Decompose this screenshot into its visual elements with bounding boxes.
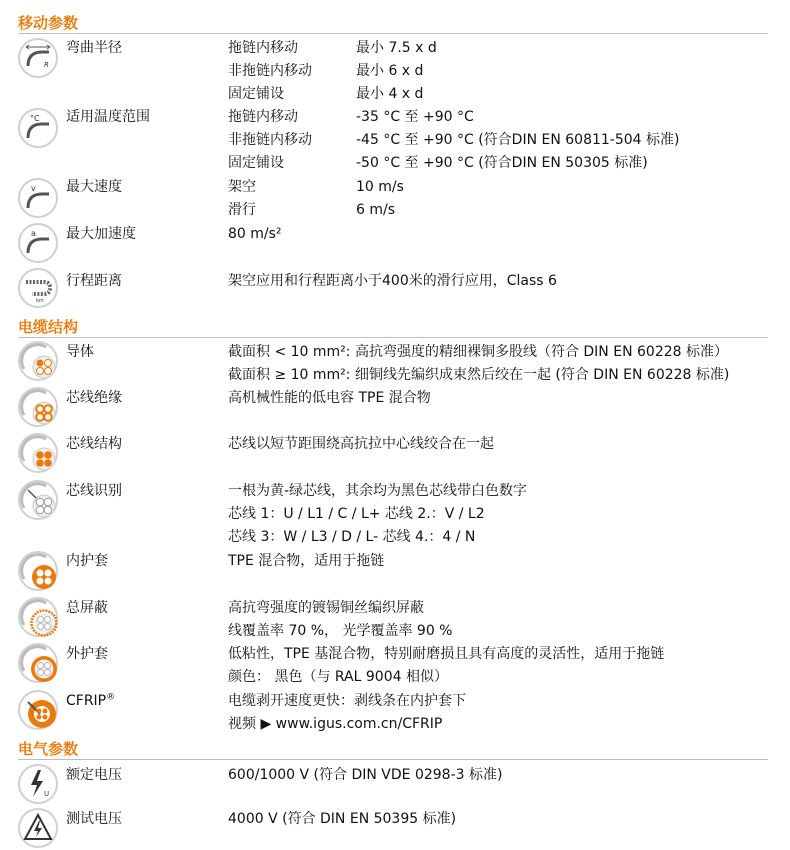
section-title-motion: 移动参数 [18,14,79,32]
inner-jacket-label: 内护套 [66,553,108,569]
cfrip-label-text: CFRIP [66,693,107,709]
speed-icon [18,178,58,218]
inner-jacket-line-1: TPE 混合物，适用于拖链 [228,553,385,569]
speed-sub-1: 架空 [228,179,256,195]
travel-distance-icon [18,268,58,308]
travel-distance-label: 行程距离 [66,273,122,289]
acceleration-label: 最大加速度 [66,226,136,242]
outer-jacket-label: 外护套 [66,646,108,662]
acceleration-icon [18,223,58,263]
bend-radius-val-2: 最小 6 x d [356,63,424,79]
svg-text:°C: °C [30,114,40,123]
bend-radius-label: 弯曲半径 [66,40,122,56]
conductor-line-2: 截面积 ≥ 10 mm²: 细铜线先编织成束然后绞在一起 (符合 DIN EN 60228 标准) [228,367,730,383]
cfrip-icon [18,690,58,730]
shield-icon [18,597,58,637]
section-divider [18,337,768,338]
core-insulation-line-1: 高机械性能的低电容 TPE 混合物 [228,390,431,406]
temperature-sub-3: 固定铺设 [228,155,284,171]
rated-voltage-label: 额定电压 [66,767,122,783]
speed-val-2: 6 m/s [356,202,396,218]
svg-text:km: km [36,298,44,304]
outer-jacket-line-1: 低粘性，TPE 基混合物，特别耐磨损且具有高度的灵活性，适用于拖链 [228,646,665,662]
cfrip-video-link[interactable]: 视频 ▶ www.igus.com.cn/CFRIP [228,716,443,732]
test-voltage-label: 测试电压 [66,811,122,827]
temperature-label: 适用温度范围 [66,109,150,125]
section-divider [18,33,768,34]
bend-radius-icon [18,38,58,78]
core-identification-icon [18,480,58,520]
shield-line-2: 线覆盖率 70 %， 光学覆盖率 90 % [228,623,453,639]
test-voltage-icon [18,808,58,848]
core-insulation-icon [18,387,58,427]
rated-voltage-icon [18,764,58,804]
core-identification-line-1: 一根为黄-绿芯线，其余均为黑色芯线带白色数字 [228,483,528,499]
conductor-label: 导体 [66,344,94,360]
bend-radius-sub-3: 固定铺设 [228,86,284,102]
temperature-icon [18,108,58,148]
svg-text:a: a [31,229,36,238]
bend-radius-sub-2: 非拖链内移动 [228,63,312,79]
core-structure-label: 芯线结构 [66,436,122,452]
bend-radius-sub-1: 拖链内移动 [228,40,298,56]
temperature-val-2: -45 °C 至 +90 °C (符合DIN EN 60811-504 标准) [356,132,680,148]
core-structure-line-1: 芯线以短节距围绕高抗拉中心线绞合在一起 [228,436,494,452]
shield-line-1: 高抗弯强度的镀锡铜丝编织屏蔽 [228,600,424,616]
core-identification-line-2: 芯线 1：U / L1 / C / L+ 芯线 2.：V / L2 [228,506,485,522]
conductor-line-1: 截面积 < 10 mm²: 高抗弯强度的精细裸铜多股线（符合 DIN EN 60228 标准） [228,344,728,360]
outer-jacket-icon [18,643,58,683]
section-divider [18,759,768,760]
travel-distance-value: 架空应用和行程距离小于400米的滑行应用，Class 6 [228,273,557,289]
svg-text:R: R [44,61,49,69]
core-identification-line-3: 芯线 3：W / L3 / D / L- 芯线 4.：4 / N [228,529,476,545]
temperature-sub-2: 非拖链内移动 [228,132,312,148]
svg-text:v: v [31,184,36,193]
rated-voltage-value: 600/1000 V (符合 DIN VDE 0298-3 标准) [228,767,503,783]
cfrip-line-1: 电缆剥开速度更快：剥线条在内护套下 [228,693,466,709]
core-structure-icon [18,433,58,473]
test-voltage-value: 4000 V (符合 DIN EN 50395 标准) [228,811,457,827]
registered-mark: ® [106,692,116,703]
core-identification-label: 芯线识别 [66,483,122,499]
speed-label: 最大速度 [66,179,122,195]
outer-jacket-line-2: 颜色： 黑色（与 RAL 9004 相似） [228,669,448,685]
section-title-cable: 电缆结构 [18,318,79,336]
acceleration-value: 80 m/s² [228,226,282,242]
shield-label: 总屏蔽 [66,600,108,616]
section-title-electrical: 电气参数 [18,740,79,758]
speed-val-1: 10 m/s [356,179,404,195]
speed-sub-2: 滑行 [228,202,256,218]
svg-text:U: U [44,790,50,798]
cfrip-label [66,690,115,713]
inner-jacket-icon [18,551,58,591]
conductor-icon [18,341,58,381]
bend-radius-val-3: 最小 4 x d [356,86,424,102]
temperature-val-1: -35 °C 至 +90 °C [356,109,474,125]
temperature-val-3: -50 °C 至 +90 °C (符合DIN EN 50305 标准) [356,155,648,171]
temperature-sub-1: 拖链内移动 [228,109,298,125]
core-insulation-label: 芯线绝缘 [66,390,122,406]
bend-radius-val-1: 最小 7.5 x d [356,40,437,56]
